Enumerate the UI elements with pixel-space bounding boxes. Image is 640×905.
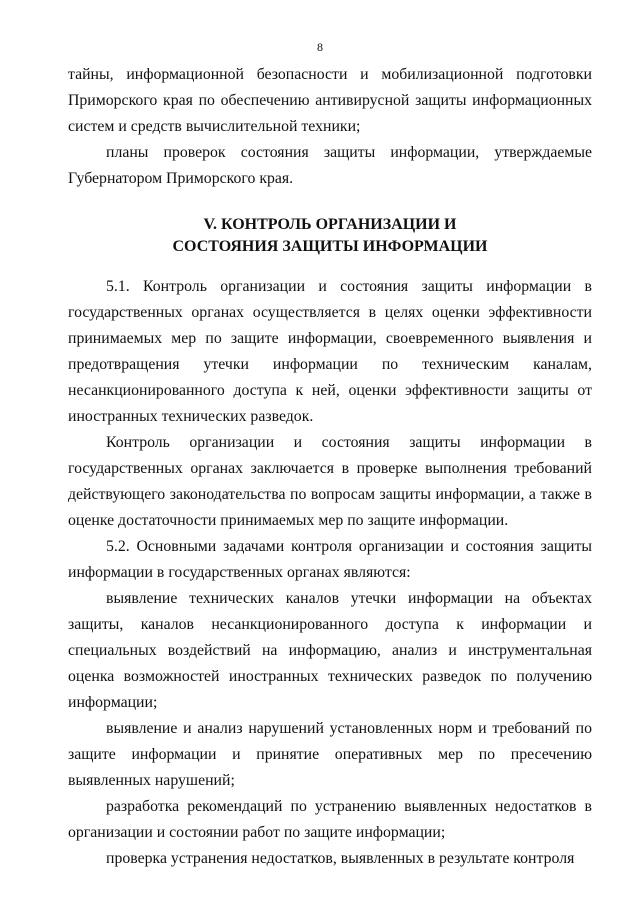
list-item-recommendations: разработка рекомендаций по устранению выявленных недостатков в организации и состоянии работ по защите информации; (68, 798, 592, 841)
paragraph-5-1: 5.1. Контроль организации и состояния защиты информации в государственных органах осуществляется в целях оценки эффективности принимаемых мер по защите информации, своевременного выявления и предотвращения утечки информации по техническим каналам, несанкционированного доступа к ней, оценки эффективности защиты от иностранных технических разведок. (68, 278, 592, 425)
list-item-violations: выявление и анализ нарушений установленных норм и требований по защите информации и принятие оперативных мер по пресечению выявленных нарушений; (68, 720, 592, 789)
page-number: 8 (317, 40, 323, 54)
document-body (68, 62, 592, 872)
paragraph-continuation: тайны, информационной безопасности и мобилизационной подготовки Приморского края по обеспечению антивирусной защиты информационных систем и средств вычислительной техники; (68, 66, 592, 135)
paragraph-control-description: Контроль организации и состояния защиты информации в государственных органах заключается в проверке выполнения требований действующего законодательства по вопросам защиты информации, а также в оценке достаточности принимаемых мер по защите информации. (68, 434, 592, 529)
list-item-verification: проверка устранения недостатков, выявленных в результате контроля (106, 850, 575, 867)
section-heading-line-2: СОСТОЯНИЯ ЗАЩИТЫ ИНФОРМАЦИИ (172, 238, 488, 255)
paragraph-inspection-plans: планы проверок состояния защиты информации, утверждаемые Губернатором Приморского края. (68, 144, 592, 187)
paragraph-5-2: 5.2. Основными задачами контроля организации и состояния защиты информации в государственных органах являются: (68, 538, 592, 581)
section-heading (68, 214, 592, 258)
list-item-detection: выявление технических каналов утечки информации на объектах защиты, каналов несанкционированного доступа к информации и специальных воздействий на информацию, анализ и инструментальная оценка возможностей иностранных технических разведок по получению информации; (68, 590, 592, 711)
section-heading-line-1: V. КОНТРОЛЬ ОРГАНИЗАЦИИ И (203, 216, 457, 233)
